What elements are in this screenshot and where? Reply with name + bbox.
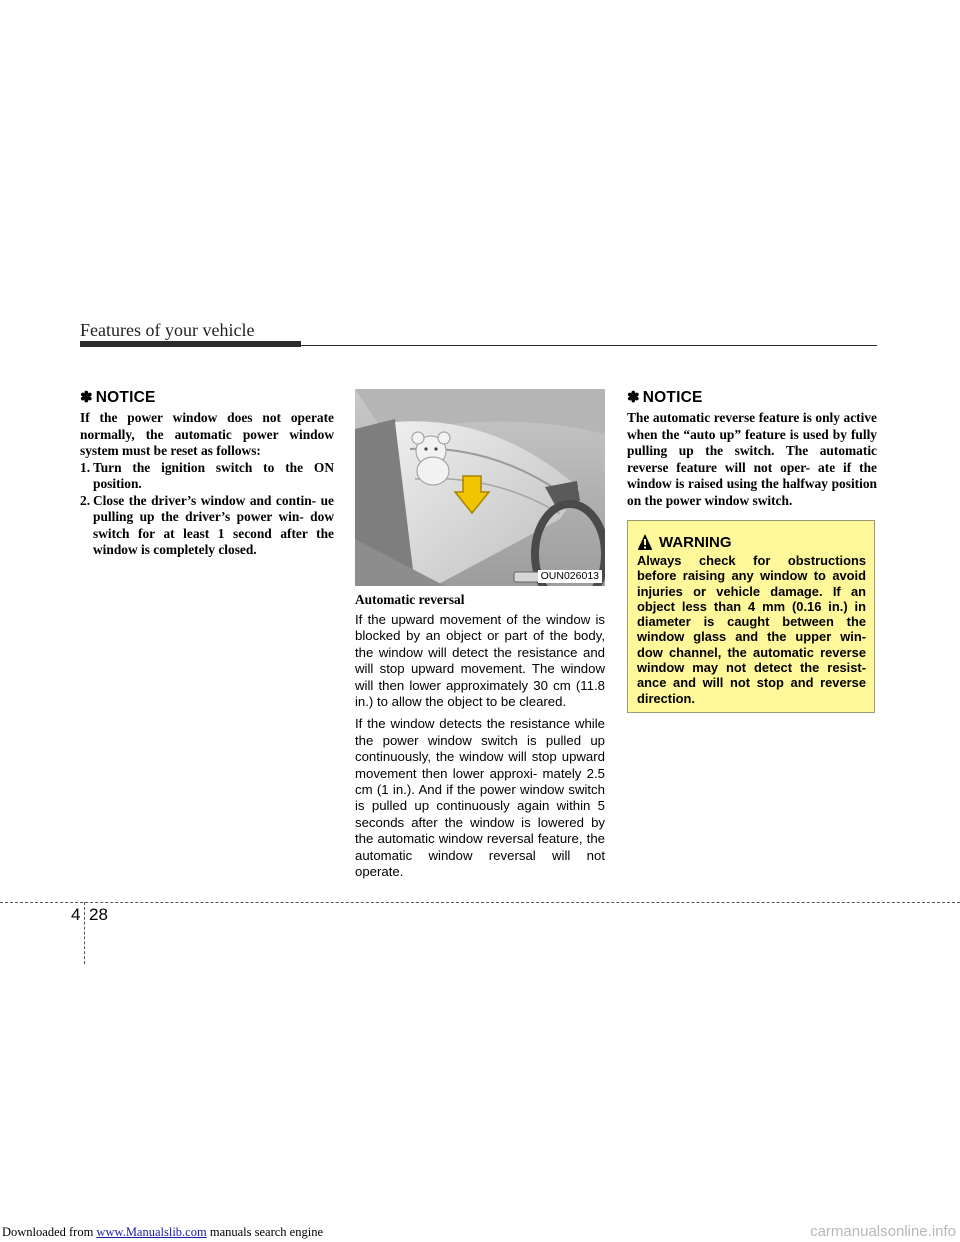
section-title: Features of your vehicle	[80, 320, 255, 340]
notice-left-steps	[80, 460, 334, 559]
step-number: 1.	[80, 459, 91, 475]
warning-header	[637, 533, 866, 551]
notice-left	[80, 388, 334, 559]
notice-star-icon: ✽	[80, 389, 93, 406]
auto-reversal-heading: Automatic reversal	[355, 592, 465, 607]
download-notice	[2, 1225, 323, 1240]
window-figure	[355, 389, 605, 586]
step-text: Turn the ignition switch to the ON position.	[93, 459, 334, 491]
header-rule	[301, 345, 877, 346]
header-bar	[80, 341, 301, 347]
notice-star-icon: ✽	[627, 389, 640, 406]
notice-step	[80, 493, 334, 559]
page-number: 28	[89, 905, 108, 924]
notice-left-heading-text: NOTICE	[95, 389, 156, 406]
auto-reversal-paragraph: If the window detects the resistance while the power window switch is pulled up continuously, the window will stop upward movement then lower approxi- mately 2.5 cm (1 in.). And if the power window switch is pulled up continuously again within 5 seconds after the window is lowered by the automatic window reversal feature, the automatic window reversal will not operate.	[355, 716, 605, 880]
auto-reversal-paragraph: If the upward movement of the window is blocked by an object or part of the body, the window will detect the resistance and will stop upward movement. The window will then lower approximately 30 cm (11.8 in.) to allow the object to be cleared.	[355, 612, 605, 710]
warning-box	[627, 520, 875, 713]
page-divider	[0, 902, 960, 903]
figure-code: OUN026013	[538, 570, 602, 583]
download-prefix: Downloaded from	[2, 1225, 97, 1239]
chapter-number: 4	[71, 905, 81, 924]
warning-heading: WARNING	[659, 533, 732, 551]
watermark: carmanualsonline.info	[810, 1223, 956, 1240]
notice-right-body: The automatic reverse feature is only active when the “auto up” feature is used by fully pulling up the switch. The automatic reverse feature will not oper- ate if the window is raised using the halfway position on the power window switch.	[627, 410, 877, 508]
warning-body: Always check for obstructions before raising any window to avoid injuries or vehicle damage. If an object less than 4 mm (0.16 in.) in diameter is caught between the window glass and the upper win- dow channel, the automatic reverse window may not detect the resist- ance and will not stop and reverse direction.	[637, 553, 866, 706]
notice-left-intro: If the power window does not operate normally, the automatic power window system must be reset as follows:	[80, 410, 334, 458]
page-divider-vertical	[84, 902, 85, 964]
notice-right-heading-text: NOTICE	[642, 389, 703, 406]
auto-reversal-section	[355, 592, 605, 887]
step-number: 2.	[80, 492, 91, 508]
notice-left-heading	[80, 388, 334, 407]
notice-right	[627, 388, 877, 509]
notice-right-heading	[627, 388, 877, 407]
manualslib-link[interactable]: www.Manualslib.com	[96, 1225, 207, 1239]
warning-triangle-icon	[637, 533, 653, 551]
download-suffix: manuals search engine	[206, 1225, 323, 1239]
window-illustration	[355, 389, 605, 586]
notice-step	[80, 460, 334, 493]
step-text: Close the driver’s window and contin- ue pulling up the driver’s power win- dow switch for at least 1 second after the window is completely closed.	[93, 492, 334, 557]
